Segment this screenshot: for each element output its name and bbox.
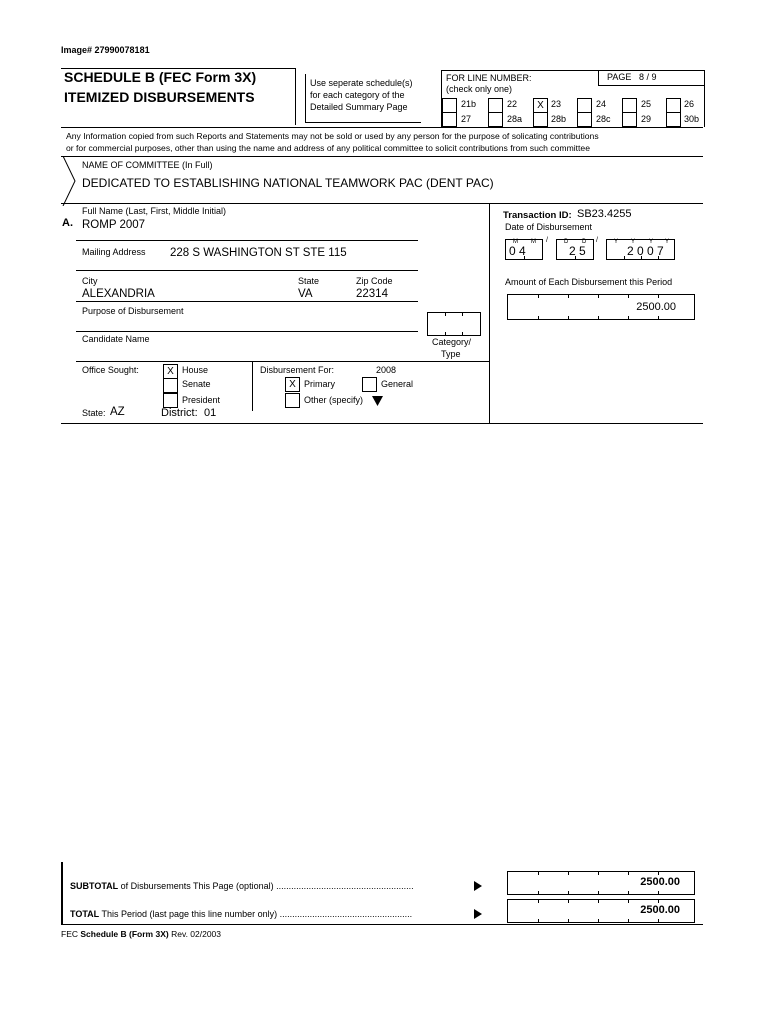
primary-checkbox[interactable] xyxy=(285,377,300,392)
disclaimer-divider xyxy=(61,156,703,157)
date-label: Date of Disbursement xyxy=(505,222,593,232)
line-28c-checkbox[interactable] xyxy=(577,112,592,127)
disbursement-for-label: Disbursement For: xyxy=(260,365,335,375)
line-28b-label: 28b xyxy=(551,114,567,124)
office-sought-label: Office Sought: xyxy=(82,365,139,375)
committee-divider xyxy=(61,203,703,204)
line-number-label: FOR LINE NUMBER: xyxy=(446,73,532,83)
month-letter-1: M xyxy=(513,239,518,245)
title-box xyxy=(61,68,296,125)
line-29-checkbox[interactable] xyxy=(622,112,637,127)
transaction-id-value: SB23.4255 xyxy=(577,208,632,220)
line-21b-checkbox[interactable] xyxy=(442,98,457,113)
office-state-label: State: xyxy=(82,408,106,418)
disclaimer-line-2: or for commercial purposes, other than using the name and address of any political committee to solicit contributions from such committee xyxy=(66,143,590,153)
total-arrow-icon xyxy=(474,909,482,919)
date-year-box[interactable] xyxy=(606,239,675,260)
line-28a-label: 28a xyxy=(507,114,523,124)
line-26-checkbox[interactable] xyxy=(666,98,681,113)
office-senate-label: Senate xyxy=(182,379,211,389)
schedule-title: SCHEDULE B (FEC Form 3X) xyxy=(64,69,257,85)
office-house-checkbox[interactable] xyxy=(163,364,178,379)
zip-label: Zip Code xyxy=(356,276,393,286)
line-26-label: 26 xyxy=(684,99,695,109)
line-28b-checkbox[interactable] xyxy=(533,112,548,127)
subtotal-label xyxy=(70,881,414,891)
note-line-1: Use seperate schedule(s) xyxy=(310,78,413,88)
line-25-label: 25 xyxy=(641,99,652,109)
full-name-label: Full Name (Last, First, Middle Initial) xyxy=(82,206,227,216)
office-president-checkbox[interactable] xyxy=(163,393,178,408)
primary-label: Primary xyxy=(304,379,335,389)
day-letter-1: D xyxy=(564,239,569,245)
form-name: Schedule B (Form 3X) xyxy=(80,929,169,939)
line-23-checkbox[interactable] xyxy=(533,98,548,113)
right-column-border xyxy=(489,203,490,361)
transaction-id-label: Transaction ID: xyxy=(503,210,572,221)
category-box[interactable] xyxy=(427,312,481,336)
committee-label: NAME OF COMMITTEE (In Full) xyxy=(82,160,213,170)
date-day: 2 5 xyxy=(569,244,586,258)
page-number: 8 / 9 xyxy=(639,72,657,82)
image-id: Image# 27990078181 xyxy=(61,45,150,55)
payee-name: ROMP 2007 xyxy=(82,219,146,231)
primary-check-mark: X xyxy=(289,379,296,390)
other-checkbox[interactable] xyxy=(285,393,300,408)
form-identifier xyxy=(61,929,221,939)
line-22-label: 22 xyxy=(507,99,518,109)
footer-left-border xyxy=(61,862,63,924)
subtotal-value: 2500.00 xyxy=(640,876,680,888)
other-label: Other (specify) xyxy=(304,395,364,405)
line-21b-label: 21b xyxy=(461,99,477,109)
year-letter-2: Y xyxy=(631,239,636,245)
state-label: State xyxy=(298,276,320,286)
date-year: 2 0 0 7 xyxy=(627,244,664,258)
footer-divider xyxy=(61,924,703,925)
city-label: City xyxy=(82,276,98,286)
subtotal-box[interactable] xyxy=(507,871,695,895)
office-right-border xyxy=(489,361,490,423)
general-checkbox[interactable] xyxy=(362,377,377,392)
year-letter-4: Y xyxy=(665,239,670,245)
amount-label: Amount of Each Disbursement this Period xyxy=(505,277,673,287)
page-label: PAGE xyxy=(607,72,632,82)
day-letter-2: D xyxy=(582,239,587,245)
total-label-rest: This Period (last page this line number only) ..................................................... xyxy=(99,909,413,919)
line-24-label: 24 xyxy=(596,99,607,109)
disbursement-for-divider xyxy=(252,361,253,411)
date-day-box[interactable] xyxy=(556,239,594,260)
date-month-box[interactable] xyxy=(505,239,543,260)
house-check-mark: X xyxy=(167,366,174,377)
triangle-down-icon xyxy=(372,396,384,407)
mailing-label: Mailing Address xyxy=(82,247,146,257)
entry-letter: A. xyxy=(62,217,73,229)
city-divider xyxy=(76,301,418,302)
line-23-check-mark: X xyxy=(537,100,544,111)
total-label-bold: TOTAL xyxy=(70,909,100,919)
amount-value: 2500.00 xyxy=(636,301,676,313)
page-box xyxy=(598,70,705,86)
line-23-label: 23 xyxy=(551,99,562,109)
line-28c-label: 28c xyxy=(596,114,611,124)
line-24-checkbox[interactable] xyxy=(577,98,592,113)
address-divider xyxy=(76,270,418,271)
committee-name: DEDICATED TO ESTABLISHING NATIONAL TEAMWORK PAC (DENT PAC) xyxy=(82,176,494,190)
entry-bottom-divider xyxy=(61,423,703,424)
line-25-checkbox[interactable] xyxy=(622,98,637,113)
mailing-address: 228 S WASHINGTON ST STE 115 xyxy=(170,247,347,259)
line-27-label: 27 xyxy=(461,114,472,124)
district-label: District: xyxy=(161,407,198,419)
total-box[interactable] xyxy=(507,899,695,923)
line-number-sub: (check only one) xyxy=(446,84,513,94)
category-label: Category/ xyxy=(432,337,472,347)
date-slash-1: / xyxy=(546,237,548,244)
date-slash-2: / xyxy=(596,237,598,244)
year-letter-3: Y xyxy=(649,239,654,245)
purpose-label: Purpose of Disbursement xyxy=(82,306,184,316)
purpose-divider xyxy=(76,331,418,332)
note-line-3: Detailed Summary Page xyxy=(310,102,408,112)
line-28a-checkbox[interactable] xyxy=(488,112,503,127)
name-divider xyxy=(76,240,418,241)
office-president-label: President xyxy=(182,395,221,405)
candidate-divider xyxy=(76,361,490,362)
committee-arrow-icon xyxy=(61,156,77,206)
line-29-label: 29 xyxy=(641,114,652,124)
total-value: 2500.00 xyxy=(640,904,680,916)
schedule-subtitle: ITEMIZED DISBURSEMENTS xyxy=(64,89,255,105)
line-30b-checkbox[interactable] xyxy=(666,112,681,127)
office-house-label: House xyxy=(182,365,209,375)
disclaimer-line-1: Any Information copied from such Reports and Statements may not be sold or used by any person for the purpose of solicating contributions xyxy=(66,131,599,141)
note-line-2: for each category of the xyxy=(310,90,405,100)
district-value: 01 xyxy=(204,407,217,419)
date-month: 0 4 xyxy=(509,244,526,258)
total-label xyxy=(70,909,412,919)
month-letter-2: M xyxy=(531,239,536,245)
state-value: VA xyxy=(298,288,313,300)
header-divider xyxy=(61,127,703,128)
year-letter-1: Y xyxy=(614,239,619,245)
office-state-value: AZ xyxy=(110,406,125,418)
subtotal-arrow-icon xyxy=(474,881,482,891)
zip-value: 22314 xyxy=(356,288,388,300)
form-rev: Rev. 02/2003 xyxy=(171,929,222,939)
line-22-checkbox[interactable] xyxy=(488,98,503,113)
subtotal-label-rest: of Disbursements This Page (optional) ....................................................... xyxy=(118,881,414,891)
amount-box[interactable] xyxy=(507,294,695,320)
line-27-checkbox[interactable] xyxy=(442,112,457,127)
subtotal-label-bold: SUBTOTAL xyxy=(70,881,119,891)
candidate-label: Candidate Name xyxy=(82,334,150,344)
office-senate-checkbox[interactable] xyxy=(163,378,178,393)
city-value: ALEXANDRIA xyxy=(82,288,155,300)
election-year: 2008 xyxy=(376,365,397,375)
form-fec: FEC xyxy=(61,929,78,939)
type-label: Type xyxy=(441,349,461,359)
category-note xyxy=(305,74,421,123)
line-30b-label: 30b xyxy=(684,114,700,124)
general-label: General xyxy=(381,379,414,389)
